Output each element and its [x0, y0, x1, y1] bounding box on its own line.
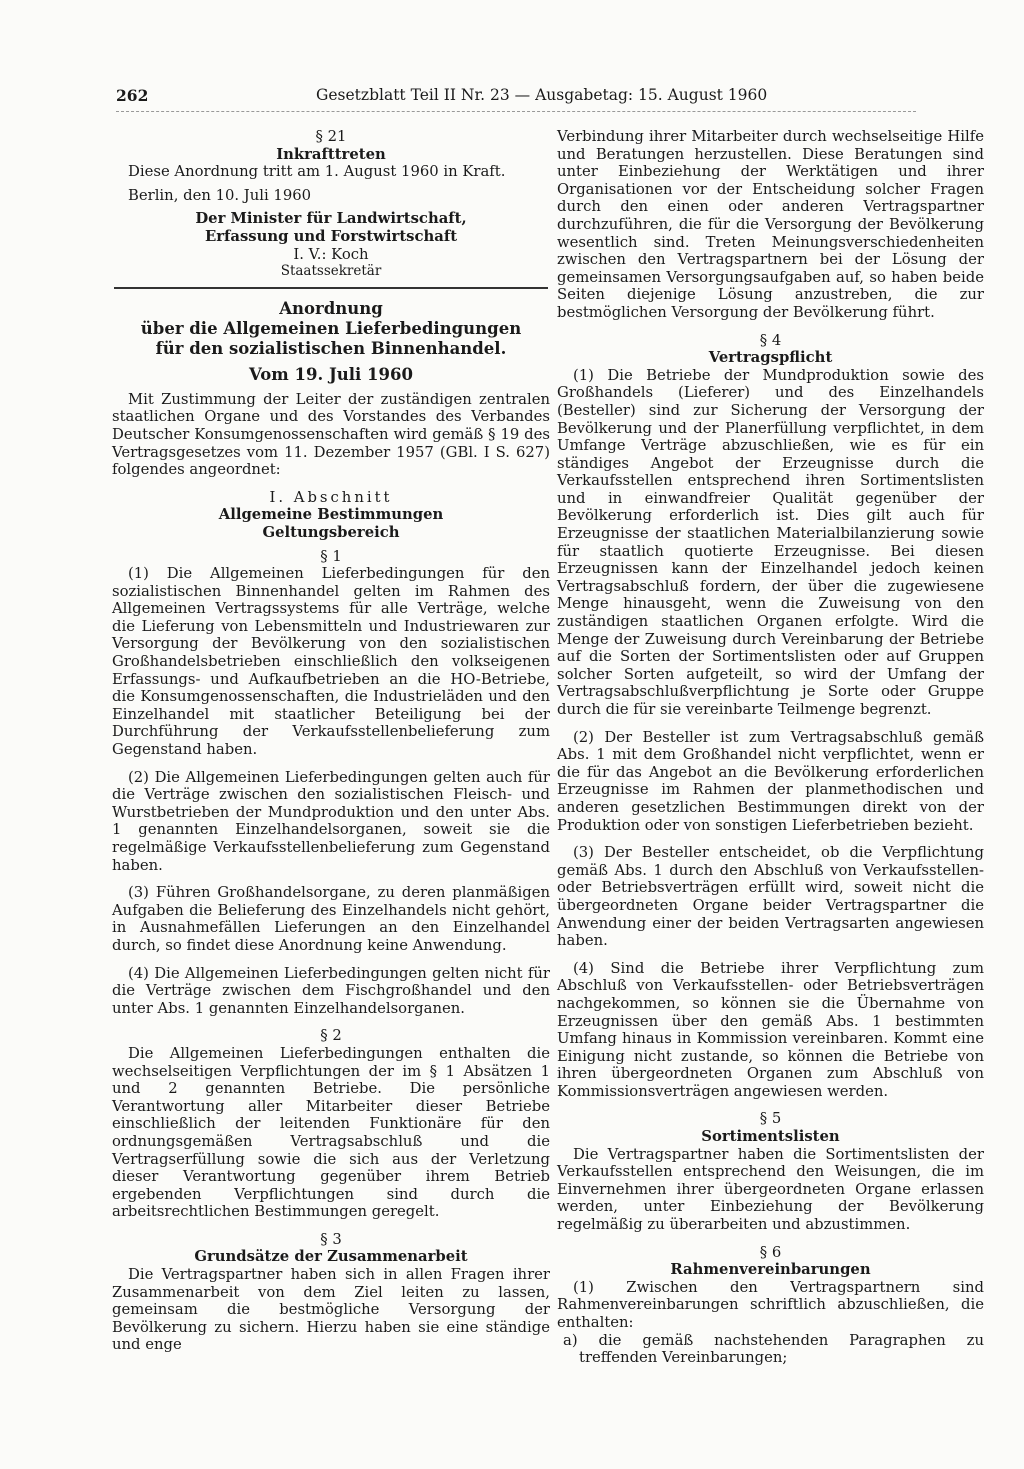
left-column: [112, 128, 550, 1354]
s6-title: Rahmenvereinbarungen: [670, 1261, 871, 1279]
s5-number: § 5: [759, 1110, 782, 1128]
s21-title: Inkrafttreten: [276, 145, 386, 163]
signer-role: Staatssekretär: [280, 263, 382, 280]
s1-paragraph-2: (2) Die Allgemeinen Lieferbedingungen gelten auch für die Verträge zwischen den sozialistischen Fleisch- und Wurstbetrieben der Mundproduktion und den unter Abs. 1 genannten Einzelhandelsorganen, soweit sie die regelmäßige Verkaufsstellenbelieferung zum Gegenstand haben.: [112, 768, 550, 874]
s21-number: § 21: [315, 128, 347, 145]
s2-text: Die Allgemeinen Lieferbedingungen enthalten die wechselseitigen Verpflichtungen der im § 1 Absätzen 1 und 2 genannten Betriebe. Die persönliche Verantwortung aller Mitarbeiter dieser Betriebe einschließlich der leitenden Funktionäre für den ordnungsgemäßen Vertragsabschluß und die Vertragserfüllung sowie die sich aus der Verletzung dieser Verantwortung gegenüber ihrem Betrieb ergebenden Verpflichtungen sind durch die arbeitsrechtlichen Bestimmungen geregelt.: [112, 1044, 550, 1221]
chapter-heading: I. Abschnitt: [269, 488, 393, 506]
s1-paragraph-1: (1) Die Allgemeinen Lieferbedingungen für den sozialistischen Binnenhandel gelten im Rahmen des Allgemeinen Vertragssystems für alle Verträge, welche die Lieferung von Lebensmitteln und Industriewaren zur Versorgung der Bevölkerung von den sozialistischen Großhandelsbetrieben einschließlich den volkseigenen Erfassungs- und Aufkaufbetrieben an die HO-Betriebe, die Konsumgenossenschaften, die Industrieläden und den Einzelhandel mit staatlicher Beteiligung bei der Durchführung der Verkaufsstellenbelieferung zum Gegenstand haben.: [112, 565, 550, 759]
right-column: [557, 128, 984, 1367]
header-rule: [116, 111, 916, 112]
ordinance-date: Vom 19. Juli 1960: [249, 364, 413, 384]
signer: I. V.: Koch: [293, 245, 369, 263]
minister-line-1: Der Minister für Landwirtschaft,: [195, 210, 467, 228]
ordinance-intro: Mit Zustimmung der Leiter der zuständigen zentralen staatlichen Organe und des Vorstandes des Verbandes Deutscher Konsumgenossenschaften wird gemäß § 19 des Vertragsgesetzes vom 11. Dezember 1957 (GBl. I S. 627) folgendes angeordnet:: [112, 390, 550, 479]
s3-continuation: Verbindung ihrer Mitarbeiter durch wechselseitige Hilfe und Beratungen herzustellen. Diese Beratungen sind unter Einbeziehung der Werktätigen und ihrer Organisationen vor der Entscheidung solcher Fragen durch den einen oder anderen Vertragspartner durchzuführen, die für die Versorgung der Bevölkerung wesentlich sind. Treten Meinungsverschiedenheiten zwischen den Vertragspartnern bei der Lösung der gemeinsamen Versorgungsaufgaben auf, so haben beide Seiten diejenige Lösung anzustreben, die zur bestmöglichen Versorgung der Bevölkerung führt.: [557, 128, 984, 321]
s1-paragraph-3: (3) Führen Großhandelsorgane, zu deren planmäßigen Aufgaben die Belieferung des Einzelhandels nicht gehört, in Ausnahmefällen Lieferungen an den Einzelhandel durch, so findet diese Anordnung keine Anwendung.: [112, 884, 550, 954]
s3-title: Grundsätze der Zusammenarbeit: [194, 1248, 468, 1266]
page-number: 262: [116, 86, 149, 105]
s6-paragraph-1: (1) Zwischen den Vertragspartnern sind Rahmenvereinbarungen schriftlich abzuschließen, die enthalten:: [557, 1278, 984, 1331]
s21-text: Diese Anordnung tritt am 1. August 1960 in Kraft.: [128, 163, 506, 181]
s3-text: Die Vertragspartner haben sich in allen Fragen ihrer Zusammenarbeit von dem Ziel leiten zu lassen, gemeinsam die bestmögliche Versorgung der Bevölkerung zu sichern. Hierzu haben sie eine ständige und enge: [112, 1266, 550, 1354]
s2-number: § 2: [320, 1027, 342, 1045]
ordinance-subtitle-1: über die Allgemeinen Lieferbedingungen: [140, 318, 522, 338]
s3-number: § 3: [320, 1230, 342, 1248]
ordinance-subtitle-2: für den sozialistischen Binnenhandel.: [155, 338, 507, 358]
section-divider: [114, 287, 548, 289]
s6-number: § 6: [759, 1243, 782, 1261]
s1-paragraph-4: (4) Die Allgemeinen Lieferbedingungen gelten nicht für die Verträge zwischen dem Fischgroßhandel und den unter Abs. 1 genannten Einzelhandelsorganen.: [112, 964, 550, 1017]
scope-heading: Geltungsbereich: [262, 523, 400, 541]
s1-number: § 1: [320, 547, 342, 565]
s4-number: § 4: [759, 331, 782, 349]
s4-title: Vertragspflicht: [708, 349, 833, 367]
s4-paragraph-1: (1) Die Betriebe der Mundproduktion sowie des Großhandels (Lieferer) und des Einzelhandels (Besteller) sind zur Sicherung der Versorgung der Bevölkerung und der Planerfüllung verpflichtet, in dem Umfange Verträge abzuschließen, wie es für ein ständiges Angebot der Erzeugnisse durch die Verkaufsstellen entsprechend ihren Sortimentslisten und in einwandfreier Qualität gegenüber der Bevölkerung erforderlich ist. Dies gilt auch für Erzeugnisse der staatlichen Materialbilanzierung sowie für staatlich quotierte Erzeugnisse. Bei diesen Erzeugnissen kann der Einzelhandel jedoch keinen Vertragsabschluß fordern, der über die zugewiesene Menge hinausgeht, wenn die Zuweisung von den zuständigen staatlichen Organen erfolgte. Wird die Menge der Zuweisung durch Vereinbarung der Betriebe auf die Sorten der Sortimentslisten oder auf Gruppen solcher Sorten aufgeteilt, so wird der Umfang der Vertragsabschlußverpflichtung je Sorte oder Gruppe durch die für sie vereinbarte Teilmenge begrenzt.: [557, 366, 984, 718]
s4-paragraph-4: (4) Sind die Betriebe ihrer Verpflichtung zum Abschluß von Verkaufsstellen- oder Betriebsverträgen nachgekommen, so können sie die Übernahme von Erzeugnissen über den gemäß Abs. 1 bestimmten Umfang hinaus in Kommission vereinbaren. Kommt eine Einigung nicht zustande, so können die Betriebe von ihren übergeordneten Organen zum Abschluß von Kommissionsverträgen angewiesen werden.: [557, 959, 984, 1100]
chapter-title: Allgemeine Bestimmungen: [218, 506, 444, 524]
place-date: Berlin, den 10. Juli 1960: [128, 186, 312, 204]
s5-title: Sortimentslisten: [701, 1128, 840, 1146]
s4-paragraph-3: (3) Der Besteller entscheidet, ob die Verpflichtung gemäß Abs. 1 durch den Abschluß von Verkaufsstellen- oder Betriebsverträgen erfüllt wird, soweit nicht die übergeordneten Organe beider Vertragspartner die Anwendung einer der beiden Vertragsarten angewiesen haben.: [557, 844, 984, 950]
ordinance-title: Anordnung: [279, 298, 383, 318]
s4-paragraph-2: (2) Der Besteller ist zum Vertragsabschluß gemäß Abs. 1 mit dem Großhandel nicht verpflichtet, wenn er die für das Angebot an die Bevölkerung erforderlichen Erzeugnisse im Rahmen der planmethodischen und anderen gesetzlichen Bestimmungen direkt von der Produktion oder von sonstigen Lieferbetrieben bezieht.: [557, 728, 984, 834]
gazette-title: Gesetzblatt Teil II Nr. 23 — Ausgabetag: 15. August 1960: [316, 86, 768, 104]
minister-line-2: Erfassung und Forstwirtschaft: [204, 227, 458, 245]
page-header: [116, 86, 916, 108]
s6-item-a: a) die gemäß nachstehenden Paragraphen zu treffenden Vereinbarungen;: [563, 1331, 984, 1367]
s5-text: Die Vertragspartner haben die Sortimentslisten der Verkaufsstellen entsprechend den Weisungen, die im Einvernehmen ihrer übergeordneten Organe erlassen werden, unter Einbeziehung der Bevölkerung regelmäßig zu überarbeiten und abzustimmen.: [557, 1145, 984, 1234]
